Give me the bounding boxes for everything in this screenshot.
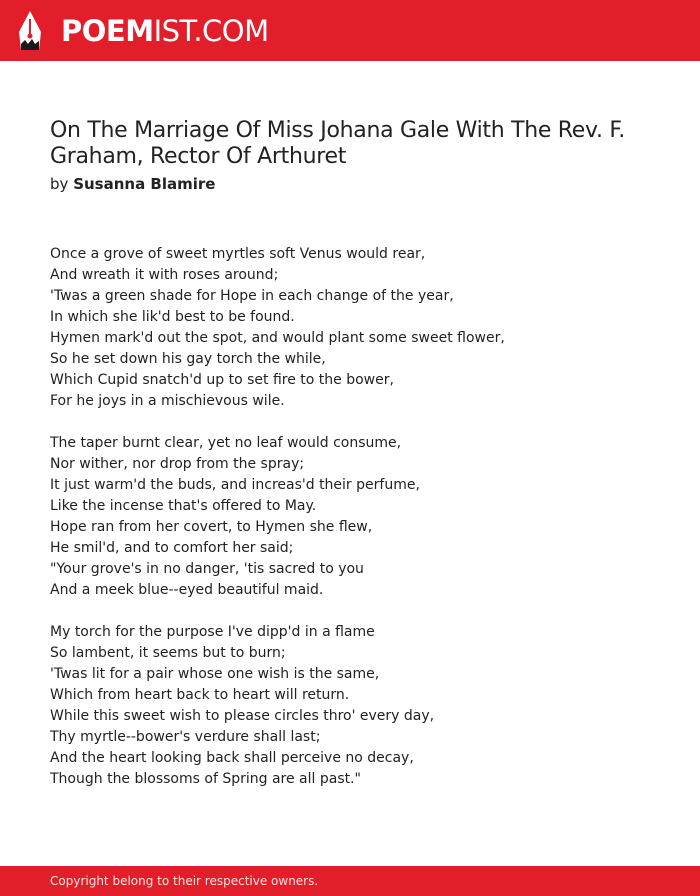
poem-line: Like the incense that's offered to May.	[50, 498, 317, 514]
poem-line: Once a grove of sweet myrtles soft Venus would rear,	[50, 246, 426, 262]
pen-nib-icon[interactable]	[17, 10, 43, 56]
site-footer	[0, 866, 700, 896]
stanza	[50, 244, 670, 412]
poem-line: And the heart looking back shall perceive no decay,	[50, 750, 414, 766]
poem-line: The taper burnt clear, yet no leaf would consume,	[50, 435, 402, 451]
site-header	[0, 0, 700, 61]
poem-line: Nor wither, nor drop from the spray;	[50, 456, 305, 472]
poem-line: Though the blossoms of Spring are all past."	[50, 771, 361, 787]
poem-line: For he joys in a mischievous wile.	[50, 393, 285, 409]
by-label: by	[50, 175, 69, 193]
poem-line: "Your grove's in no danger, 'tis sacred to you	[50, 561, 364, 577]
poem-line: It just warm'd the buds, and increas'd their perfume,	[50, 477, 420, 493]
poem-line: Which Cupid snatch'd up to set fire to the bower,	[50, 372, 394, 388]
poem-line: And a meek blue--eyed beautiful maid.	[50, 582, 324, 598]
poem-title: On The Marriage Of Miss Johana Gale With The Rev. F. Graham, Rector Of Arthuret	[50, 118, 625, 169]
poem-line: 'Twas a green shade for Hope in each change of the year,	[50, 288, 454, 304]
poem-line: Thy myrtle--bower's verdure shall last;	[50, 729, 321, 745]
site-logo[interactable]	[61, 11, 269, 51]
stanza	[50, 622, 670, 790]
poem-line: My torch for the purpose I've dipp'd in a flame	[50, 624, 375, 640]
stanza	[50, 433, 670, 601]
poem-line: Which from heart back to heart will return.	[50, 687, 350, 703]
byline	[50, 174, 215, 194]
poem-line: In which she lik'd best to be found.	[50, 309, 295, 325]
logo-bold-text: POEM	[61, 14, 154, 48]
poem-line: He smil'd, and to comfort her said;	[50, 540, 294, 556]
poem-line: And wreath it with roses around;	[50, 267, 279, 283]
logo-light-text: IST.COM	[153, 14, 269, 48]
copyright-notice: Copyright belong to their respective owners.	[50, 874, 319, 888]
poem-line: Hymen mark'd out the spot, and would plant some sweet flower,	[50, 330, 505, 346]
poem-body	[50, 244, 670, 811]
author-name: Susanna Blamire	[73, 175, 216, 193]
poem-line: So lambent, it seems but to burn;	[50, 645, 286, 661]
poem-line: While this sweet wish to please circles thro' every day,	[50, 708, 435, 724]
poem-line: Hope ran from her covert, to Hymen she flew,	[50, 519, 373, 535]
poem-line: 'Twas lit for a pair whose one wish is the same,	[50, 666, 380, 682]
poem-line: So he set down his gay torch the while,	[50, 351, 326, 367]
